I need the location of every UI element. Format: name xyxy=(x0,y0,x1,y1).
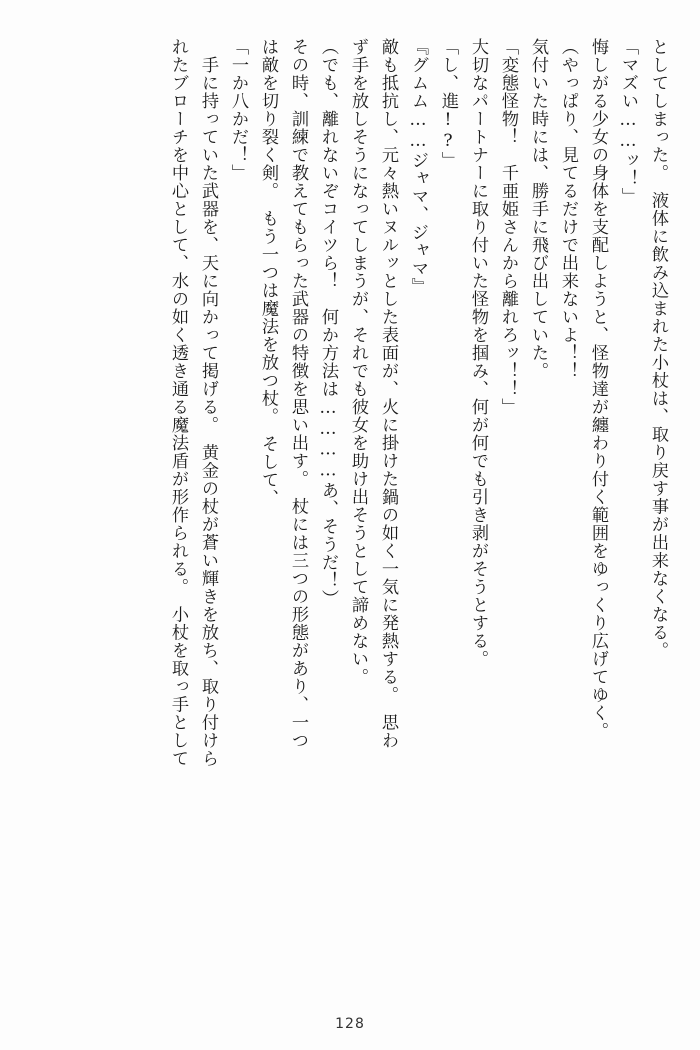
text-line: 大切なパートナーに取り付いた怪物を掴み、何が何でも引き剥がそうとする。 xyxy=(468,38,488,668)
text-line: 「し、進!?」 xyxy=(438,38,458,170)
page-number: 128 xyxy=(335,1016,365,1032)
text-line: 敵も抵抗し、元々熱いヌルッとした表面が、火に掛けた鍋の如く一気に発熱する。 思わ xyxy=(378,38,398,750)
text-line: 「一か八かだ！」 xyxy=(228,38,248,182)
text-line: （やっぱり、見てるだけで出来ないよ！！ xyxy=(558,38,578,380)
text-line: 悔しがる少女の身体を支配しようと、怪物達が纏わり付く範囲をゆっくり広げてゆく。 xyxy=(588,38,608,740)
text-line: 『グムム……ジャマ、ジャマ』 xyxy=(408,38,428,296)
text-line: 手に持っていた武器を、天に向かって掲げる。 黄金の杖が蒼い輝きを放ち、取り付けら xyxy=(198,38,218,768)
vertical-text-block xyxy=(28,38,672,993)
text-line: 「変態怪物！ 千亜姫さんから離れろッ！！」 xyxy=(498,38,518,416)
text-line: は敵を切り裂く剣。 もう一つは魔法を放つ杖。 そして、 xyxy=(258,38,278,507)
text-line: 気付いた時には、勝手に飛び出していた。 xyxy=(528,38,548,380)
text-line: れたブローチを中心として、水の如く透き通る魔法盾が形作られる。 小杖を取っ手として xyxy=(168,38,188,768)
text-line: その時、訓練で教えてもらった武器の特徴を思い出す。 杖には三つの形態があり、一つ xyxy=(288,38,308,750)
text-line: ず手を放しそうになってしまうが、それでも彼女を助け出そうとして諦めない。 xyxy=(348,38,368,686)
text-line: 「マズい……ッ！」 xyxy=(618,38,638,206)
text-line: としてしまった。 液体に飲み込まれた小杖は、取り戻す事が出来なくなる。 xyxy=(648,38,668,660)
text-line: （でも、離れないぞコイツら！ 何か方法は…………あ、そうだ！） xyxy=(318,38,338,608)
